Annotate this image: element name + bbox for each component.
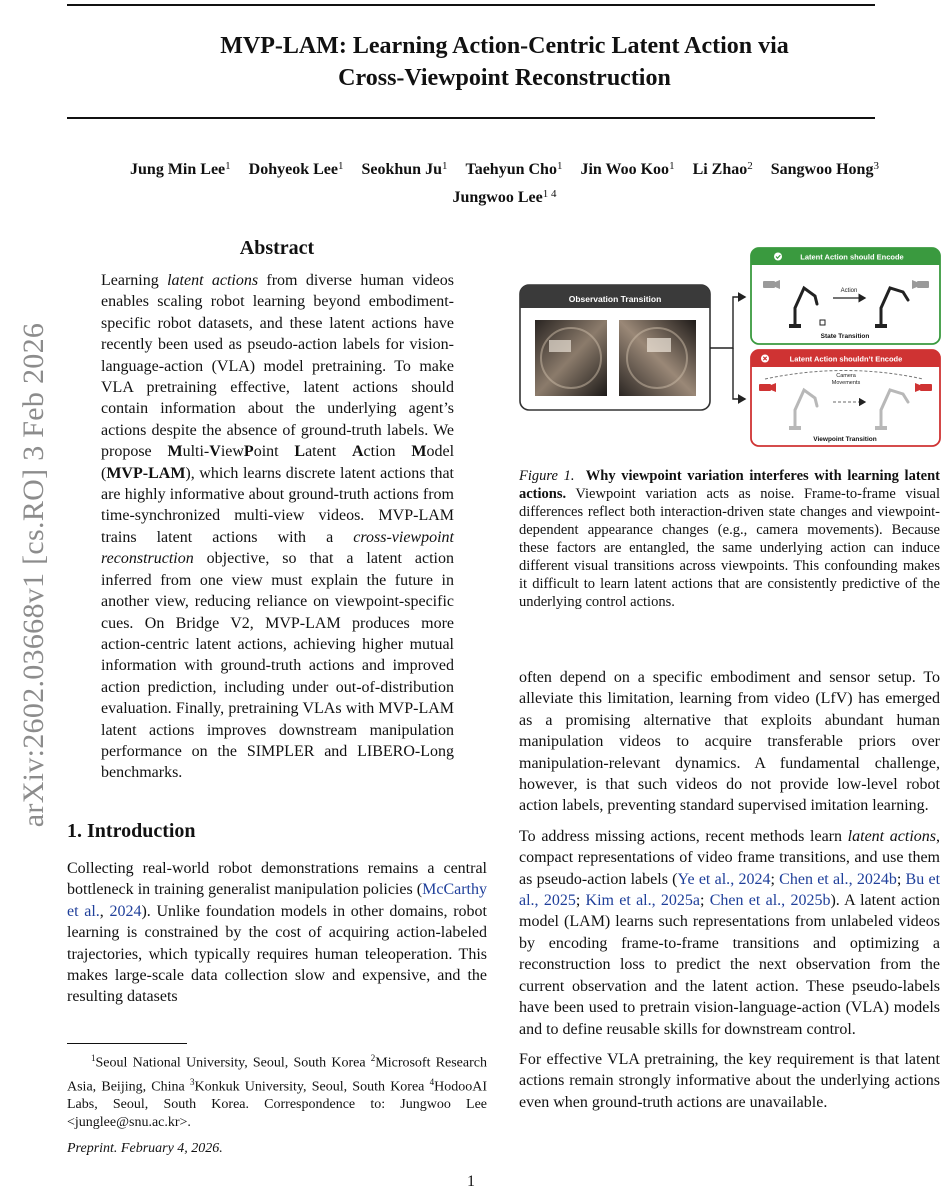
author: Sangwoo Hong$^3$ — [770, 160, 879, 178]
author: Dohyeok Lee$^1$ — [248, 160, 344, 178]
figure-1-caption: Figure 1. Why viewpoint variation interferes with learning latent actions. Viewpoint variation acts as noise. Frame-to-frame visual differences reflect both interaction-driven state changes and viewpoint-dependent appearance changes (e.g., camera movements). Because these factors are entangled, the same underlying action can induce different visual transitions across viewpoints. This confounding makes it difficult to learn latent actions that are consistently predictive of the underlying control actions. — [519, 468, 940, 610]
action-label: Action — [840, 288, 858, 294]
observation-transition-title: Observation Transition — [568, 294, 662, 304]
author: Jungwoo Lee$^{1 4}$ — [452, 188, 557, 206]
abstract-heading: Abstract — [239, 237, 315, 259]
footnote-rule — [67, 1043, 187, 1044]
observation-transition-panel — [520, 285, 710, 410]
preprint-date: Preprint. February 4, 2026. — [67, 1141, 223, 1156]
should-encode-title: Latent Action should Encode — [800, 252, 904, 262]
camera-frame-1 — [535, 320, 607, 396]
figure-1 — [519, 244, 942, 449]
arxiv-watermark: arXiv:2602.03668v1 [cs.RO] 3 Feb 2026 — [17, 322, 50, 828]
author: Jin Woo Koo$^1$ — [580, 160, 675, 178]
viewpoint-transition-label: Viewpoint Transition — [813, 436, 877, 443]
citation-link[interactable]: Chen et al., 2024b — [779, 870, 897, 888]
check-icon — [774, 253, 782, 261]
should-encode-panel — [751, 248, 940, 344]
state-transition-label: State Transition — [820, 333, 870, 340]
right-column-text — [519, 667, 940, 1113]
camera-label-line-1: Camera — [836, 373, 856, 379]
page-number: 1 — [467, 1173, 475, 1190]
paragraph: To address missing actions, recent methods learn latent actions, compact representations of video frame transitions, and use them as pseudo-action labels (Ye et al., 2024; Chen et al., 2024b; Bu et al., 2025; Kim et al., 2025a; Chen et al., 2025b). A latent action model (LAM) learns such representations from unlabeled videos by encoding frame-to-frame transitions and optimizing a reconstruction loss to predict the next observation from the current observation and the latent action. These pseudo-labels have been used to pretrain vision-language-action (VLA) models and to define reusable skills for downstream control. — [519, 827, 941, 1038]
camera-icon — [763, 280, 780, 289]
camera-icon — [912, 280, 929, 289]
should-not-encode-panel — [751, 350, 940, 446]
connector-arrows — [710, 297, 745, 399]
author: Jung Min Lee$^1$ — [130, 160, 231, 178]
camera-frame-2 — [619, 320, 696, 396]
author-list — [67, 154, 942, 210]
citation-year-link[interactable]: 2024 — [109, 902, 142, 920]
citation-link[interactable]: Chen et al., 2025b — [709, 892, 831, 910]
top-rule — [67, 4, 875, 6]
citation-link[interactable]: McCarthy et al. — [67, 881, 487, 920]
author: Li Zhao$^2$ — [692, 160, 753, 178]
title-line-1: MVP-LAM: Learning Action-Centric Latent Action via — [220, 33, 789, 59]
title-rule — [67, 117, 875, 119]
paragraph: For effective VLA pretraining, the key requirement is that latent actions remain strongly informative about the underlying actions even when ground-truth actions are unavailable. — [519, 1050, 940, 1111]
camera-icon — [759, 383, 776, 392]
citation-link[interactable]: Kim et al., 2025a — [585, 892, 701, 910]
should-not-encode-title: Latent Action shouldn’t Encode — [789, 354, 903, 364]
camera-label-line-2: Movements — [831, 380, 861, 386]
title-line-2: Cross-Viewpoint Reconstruction — [338, 65, 671, 91]
citation-link[interactable]: Ye et al., 2024 — [677, 870, 771, 888]
citation-link[interactable]: Bu et al., 2025 — [519, 870, 941, 910]
section-heading-introduction: 1. Introduction — [67, 820, 196, 842]
paragraph: often depend on a specific embodiment and sensor setup. To alleviate this limitation, learning from video (LfV) has emerged as a promising alternative that exploits abundant human manipulation videos to acquire transferable priors over manipulation-relevant dynamics. A fundamental challenge, however, is that such videos do not provide low-level robot action labels, preventing standard supervised imitation learning. — [519, 669, 940, 815]
paper-title — [67, 30, 942, 94]
affiliations-footnote: $^1$Seoul National University, Seoul, South Korea $^2$Microsoft Research Asia, Beijing, China $^3$Konkuk University, Seoul, South Korea $^4$HodooAI Labs, Seoul, South Korea. Correspondence to: Jungwoo Lee <junglee@snu.ac.kr>. — [67, 1053, 487, 1131]
introduction-text: Collecting real-world robot demonstrations remains a central bottleneck in training generalist manipulation policies (McCarthy et al., 2024). Unlike foundation models in other domains, robot learning is constrained by the cost of acquiring action-labeled trajectories, which typically requires human teleoperation. This makes large-scale data collection slow and expensive, and the resulting datasets — [67, 860, 487, 1006]
author: Seokhun Ju$^1$ — [361, 160, 448, 178]
figure-1-diagram — [519, 244, 942, 449]
abstract-text: Learning latent actions from diverse human videos enables scaling robot learning beyond embodiment-specific robot datasets, and these latent actions have recently been used as pseudo-action labels for vision-language-action (VLA) model pretraining. To make VLA pretraining effective, latent actions should contain information about the underlying agent’s actions despite the absence of ground-truth labels. We propose Multi-ViewPoint Latent Action Model (MVP-LAM), which learns discrete latent actions that are highly informative about ground-truth actions from time-synchronized multi-view videos. MVP-LAM trains latent actions with a cross-viewpoint reconstruction objective, so that a latent action inferred from one view must explain the future in another view, reducing reliance on viewpoint-specific cues. On Bridge V2, MVP-LAM produces more action-centric latent actions, achieving higher mutual information with ground-truth actions and improved action prediction, including under out-of-distribution evaluation. Finally, pretraining VLAs with MVP-LAM latent actions improves downstream manipulation performance on the SIMPLER and LIBERO-Long benchmarks. — [101, 272, 455, 782]
camera-icon — [915, 383, 932, 392]
author: Taehyun Cho$^1$ — [465, 160, 563, 178]
